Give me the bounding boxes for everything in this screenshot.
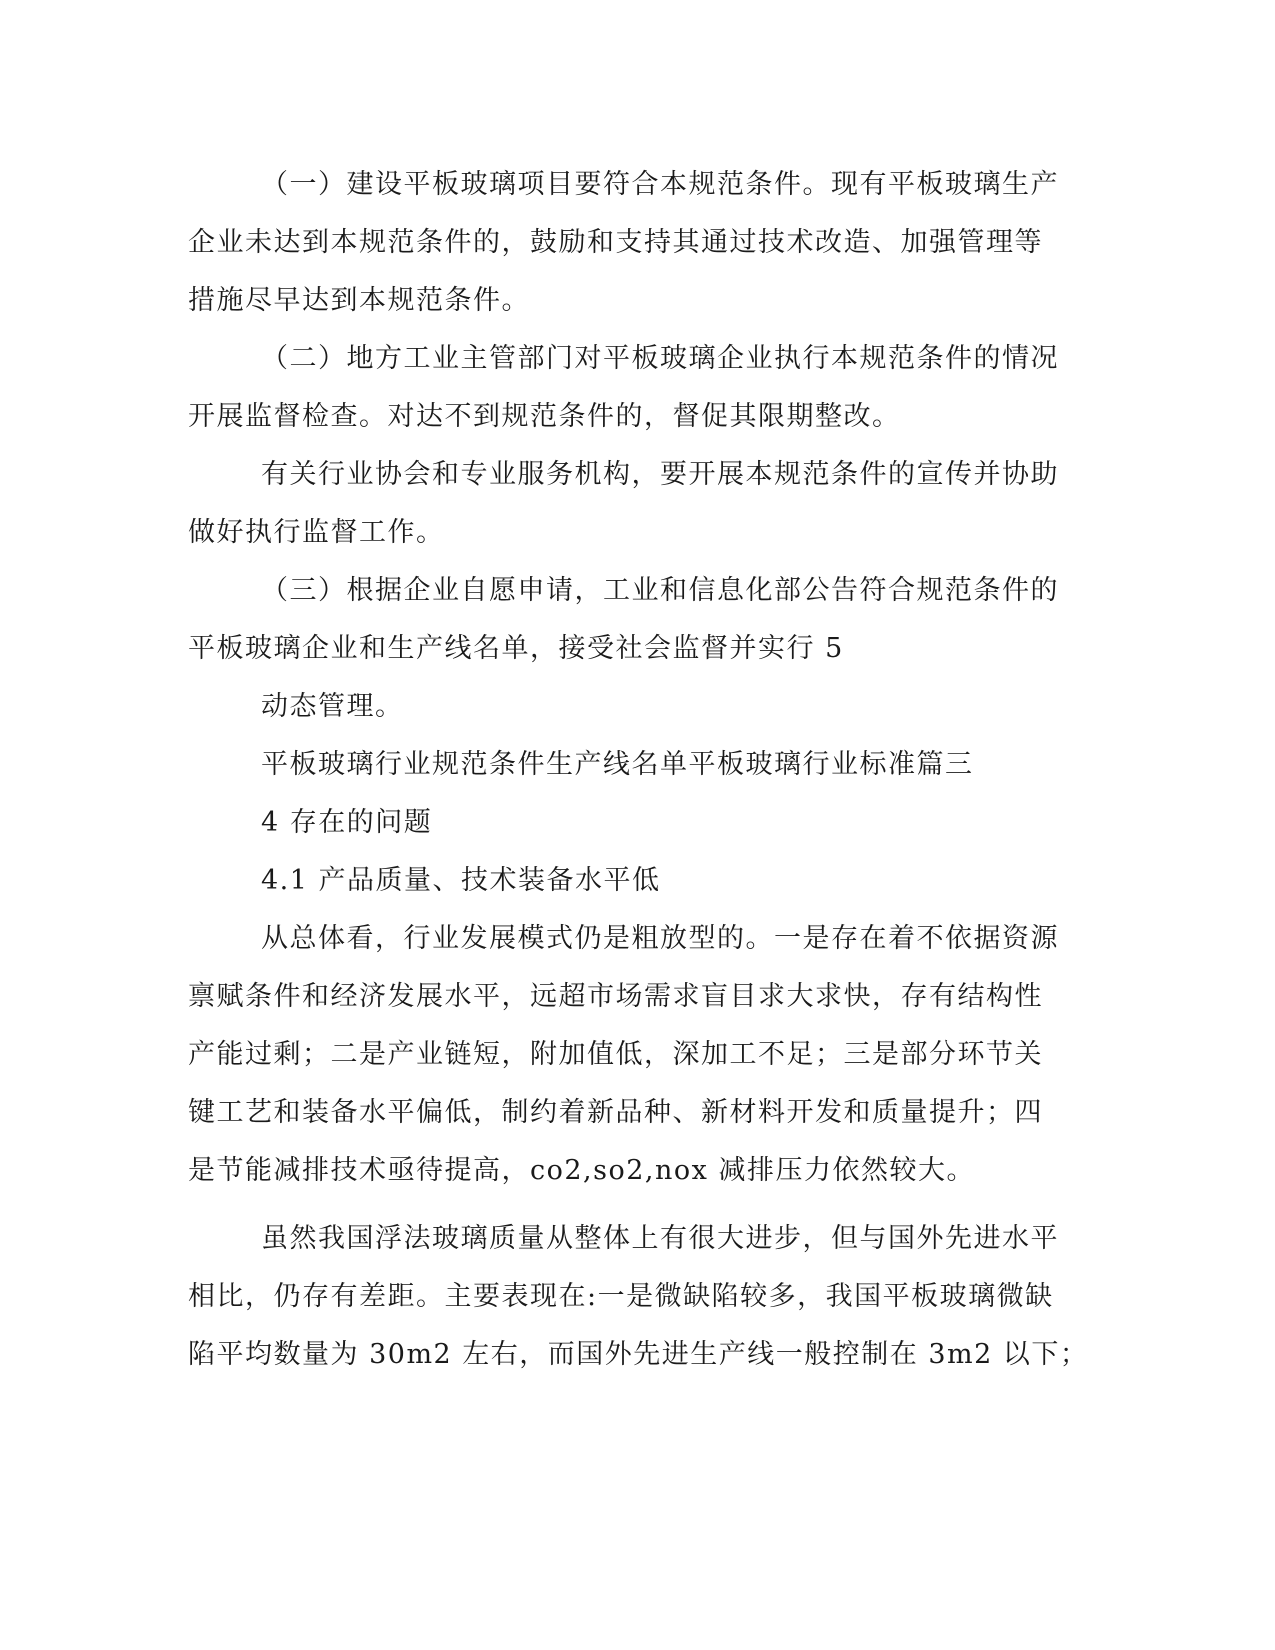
heading-4-1: 4.1 产品质量、技术装备水平低: [261, 865, 661, 896]
paragraph-line-8: （三）根据企业自愿申请，工业和信息化部公告符合规范条件的: [261, 575, 1059, 606]
section-title: 平板玻璃行业规范条件生产线名单平板玻璃行业标准篇三: [261, 749, 974, 780]
paragraph-line-6: 有关行业协会和专业服务机构，要开展本规范条件的宣传并协助: [261, 459, 1059, 490]
paragraph-line-14: 键工艺和装备水平偏低，制约着新品种、新材料开发和质量提升；四: [188, 1097, 1043, 1128]
paragraph-line-18: 陷平均数量为 30m2 左右，而国外先进生产线一般控制在 3m2 以下；: [188, 1339, 1089, 1370]
paragraph-line-1: （一）建设平板玻璃项目要符合本规范条件。现有平板玻璃生产: [261, 169, 1059, 200]
paragraph-line-17: 相比，仍存有差距。主要表现在:一是微缺陷较多，我国平板玻璃微缺: [188, 1281, 1054, 1312]
paragraph-line-11: 从总体看，行业发展模式仍是粗放型的。一是存在着不依据资源: [261, 923, 1059, 954]
paragraph-line-7: 做好执行监督工作。: [188, 517, 445, 548]
heading-4: 4 存在的问题: [261, 807, 433, 838]
paragraph-line-4: （二）地方工业主管部门对平板玻璃企业执行本规范条件的情况: [261, 343, 1059, 374]
paragraph-line-15: 是节能减排技术亟待提高，co2,so2,nox 减排压力依然较大。: [188, 1155, 975, 1186]
paragraph-line-13: 产能过剩；二是产业链短，附加值低，深加工不足；三是部分环节关: [188, 1039, 1043, 1070]
paragraph-line-2: 企业未达到本规范条件的，鼓励和支持其通过技术改造、加强管理等: [188, 227, 1043, 258]
paragraph-line-16: 虽然我国浮法玻璃质量从整体上有很大进步，但与国外先进水平: [261, 1223, 1059, 1254]
paragraph-line-12: 禀赋条件和经济发展水平，远超市场需求盲目求大求快，存有结构性: [188, 981, 1043, 1012]
paragraph-line-9: 平板玻璃企业和生产线名单，接受社会监督并实行 5: [188, 633, 844, 664]
paragraph-line-3: 措施尽早达到本规范条件。: [188, 285, 530, 316]
paragraph-line-5: 开展监督检查。对达不到规范条件的，督促其限期整改。: [188, 401, 901, 432]
paragraph-line-10: 动态管理。: [261, 691, 404, 722]
